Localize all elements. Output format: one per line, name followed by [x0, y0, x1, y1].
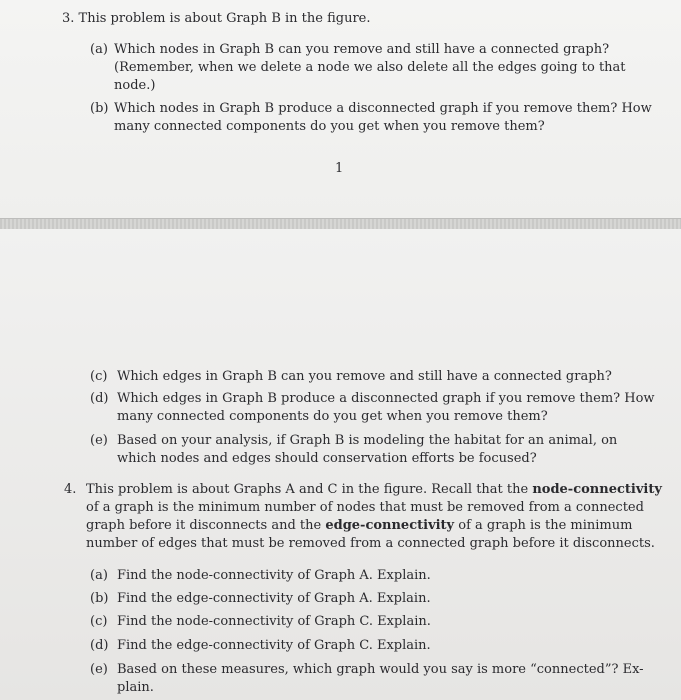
q4-intro-line-2: of a graph is the minimum number of nodes that must be removed from a connected [86, 500, 644, 515]
q3e-line-2: which nodes and edges should conservation efforts be focused? [117, 451, 537, 466]
q4b-text: Find the edge-connectivity of Graph A. Explain. [117, 591, 431, 606]
q4e-label: (e) [90, 662, 108, 677]
q4-intro-line-1-text: This problem is about Graphs A and C in the figure. Recall that the [86, 482, 533, 497]
q3d-label: (d) [90, 391, 109, 406]
q3e-line-1: Based on your analysis, if Graph B is modeling the habitat for an animal, on [117, 433, 618, 448]
q4a-label: (a) [90, 568, 108, 583]
q4b-label: (b) [90, 591, 109, 606]
q3-number: 3. [62, 11, 75, 26]
q4a-text: Find the node-connectivity of Graph A. Explain. [117, 568, 431, 583]
q3a-line-3: node.) [114, 78, 156, 93]
q4c-text: Find the node-connectivity of Graph C. Explain. [117, 614, 431, 629]
q3d-line-2: many connected components do you get when you remove them? [117, 409, 548, 424]
q3a-line-2: (Remember, when we delete a node we also delete all the edges going to that [114, 60, 626, 75]
q4-number: 4. [64, 482, 77, 497]
q4e-line-1: Based on these measures, which graph would you say is more “connected”? Ex- [117, 662, 644, 677]
q4e-line-2: plain. [117, 680, 154, 695]
q4-intro-line-3 [86, 517, 632, 534]
q3a-label: (a) [90, 42, 108, 57]
page-number: 1 [335, 161, 344, 176]
q3e-label: (e) [90, 433, 108, 448]
term-edge-connectivity: edge-connectivity [325, 518, 455, 533]
q4d-text: Find the edge-connectivity of Graph C. Explain. [117, 638, 431, 653]
q3b-line-2: many connected components do you get when you remove them? [114, 119, 545, 134]
q4c-label: (c) [90, 614, 108, 629]
q4-intro-line-1 [86, 481, 662, 498]
term-node-connectivity: node-connectivity [532, 482, 662, 497]
q3-intro: This problem is about Graph B in the figure. [78, 11, 371, 26]
q3-heading [62, 10, 371, 27]
q3c-line-1: Which edges in Graph B can you remove and still have a connected graph? [117, 369, 612, 384]
q4d-label: (d) [90, 638, 109, 653]
q3b-line-1: Which nodes in Graph B produce a disconnected graph if you remove them? How [114, 101, 652, 116]
q4-intro-line-3-pre: graph before it disconnects and the [86, 518, 326, 533]
q3c-label: (c) [90, 369, 108, 384]
q4-intro-line-4: number of edges that must be removed from a connected graph before it disconnects. [86, 536, 655, 551]
q3a-line-1: Which nodes in Graph B can you remove and still have a connected graph? [114, 42, 610, 57]
q3d-line-1: Which edges in Graph B produce a disconnected graph if you remove them? How [117, 391, 655, 406]
q4-intro-line-3-post: of a graph is the minimum [454, 518, 633, 533]
q3b-label: (b) [90, 101, 109, 116]
